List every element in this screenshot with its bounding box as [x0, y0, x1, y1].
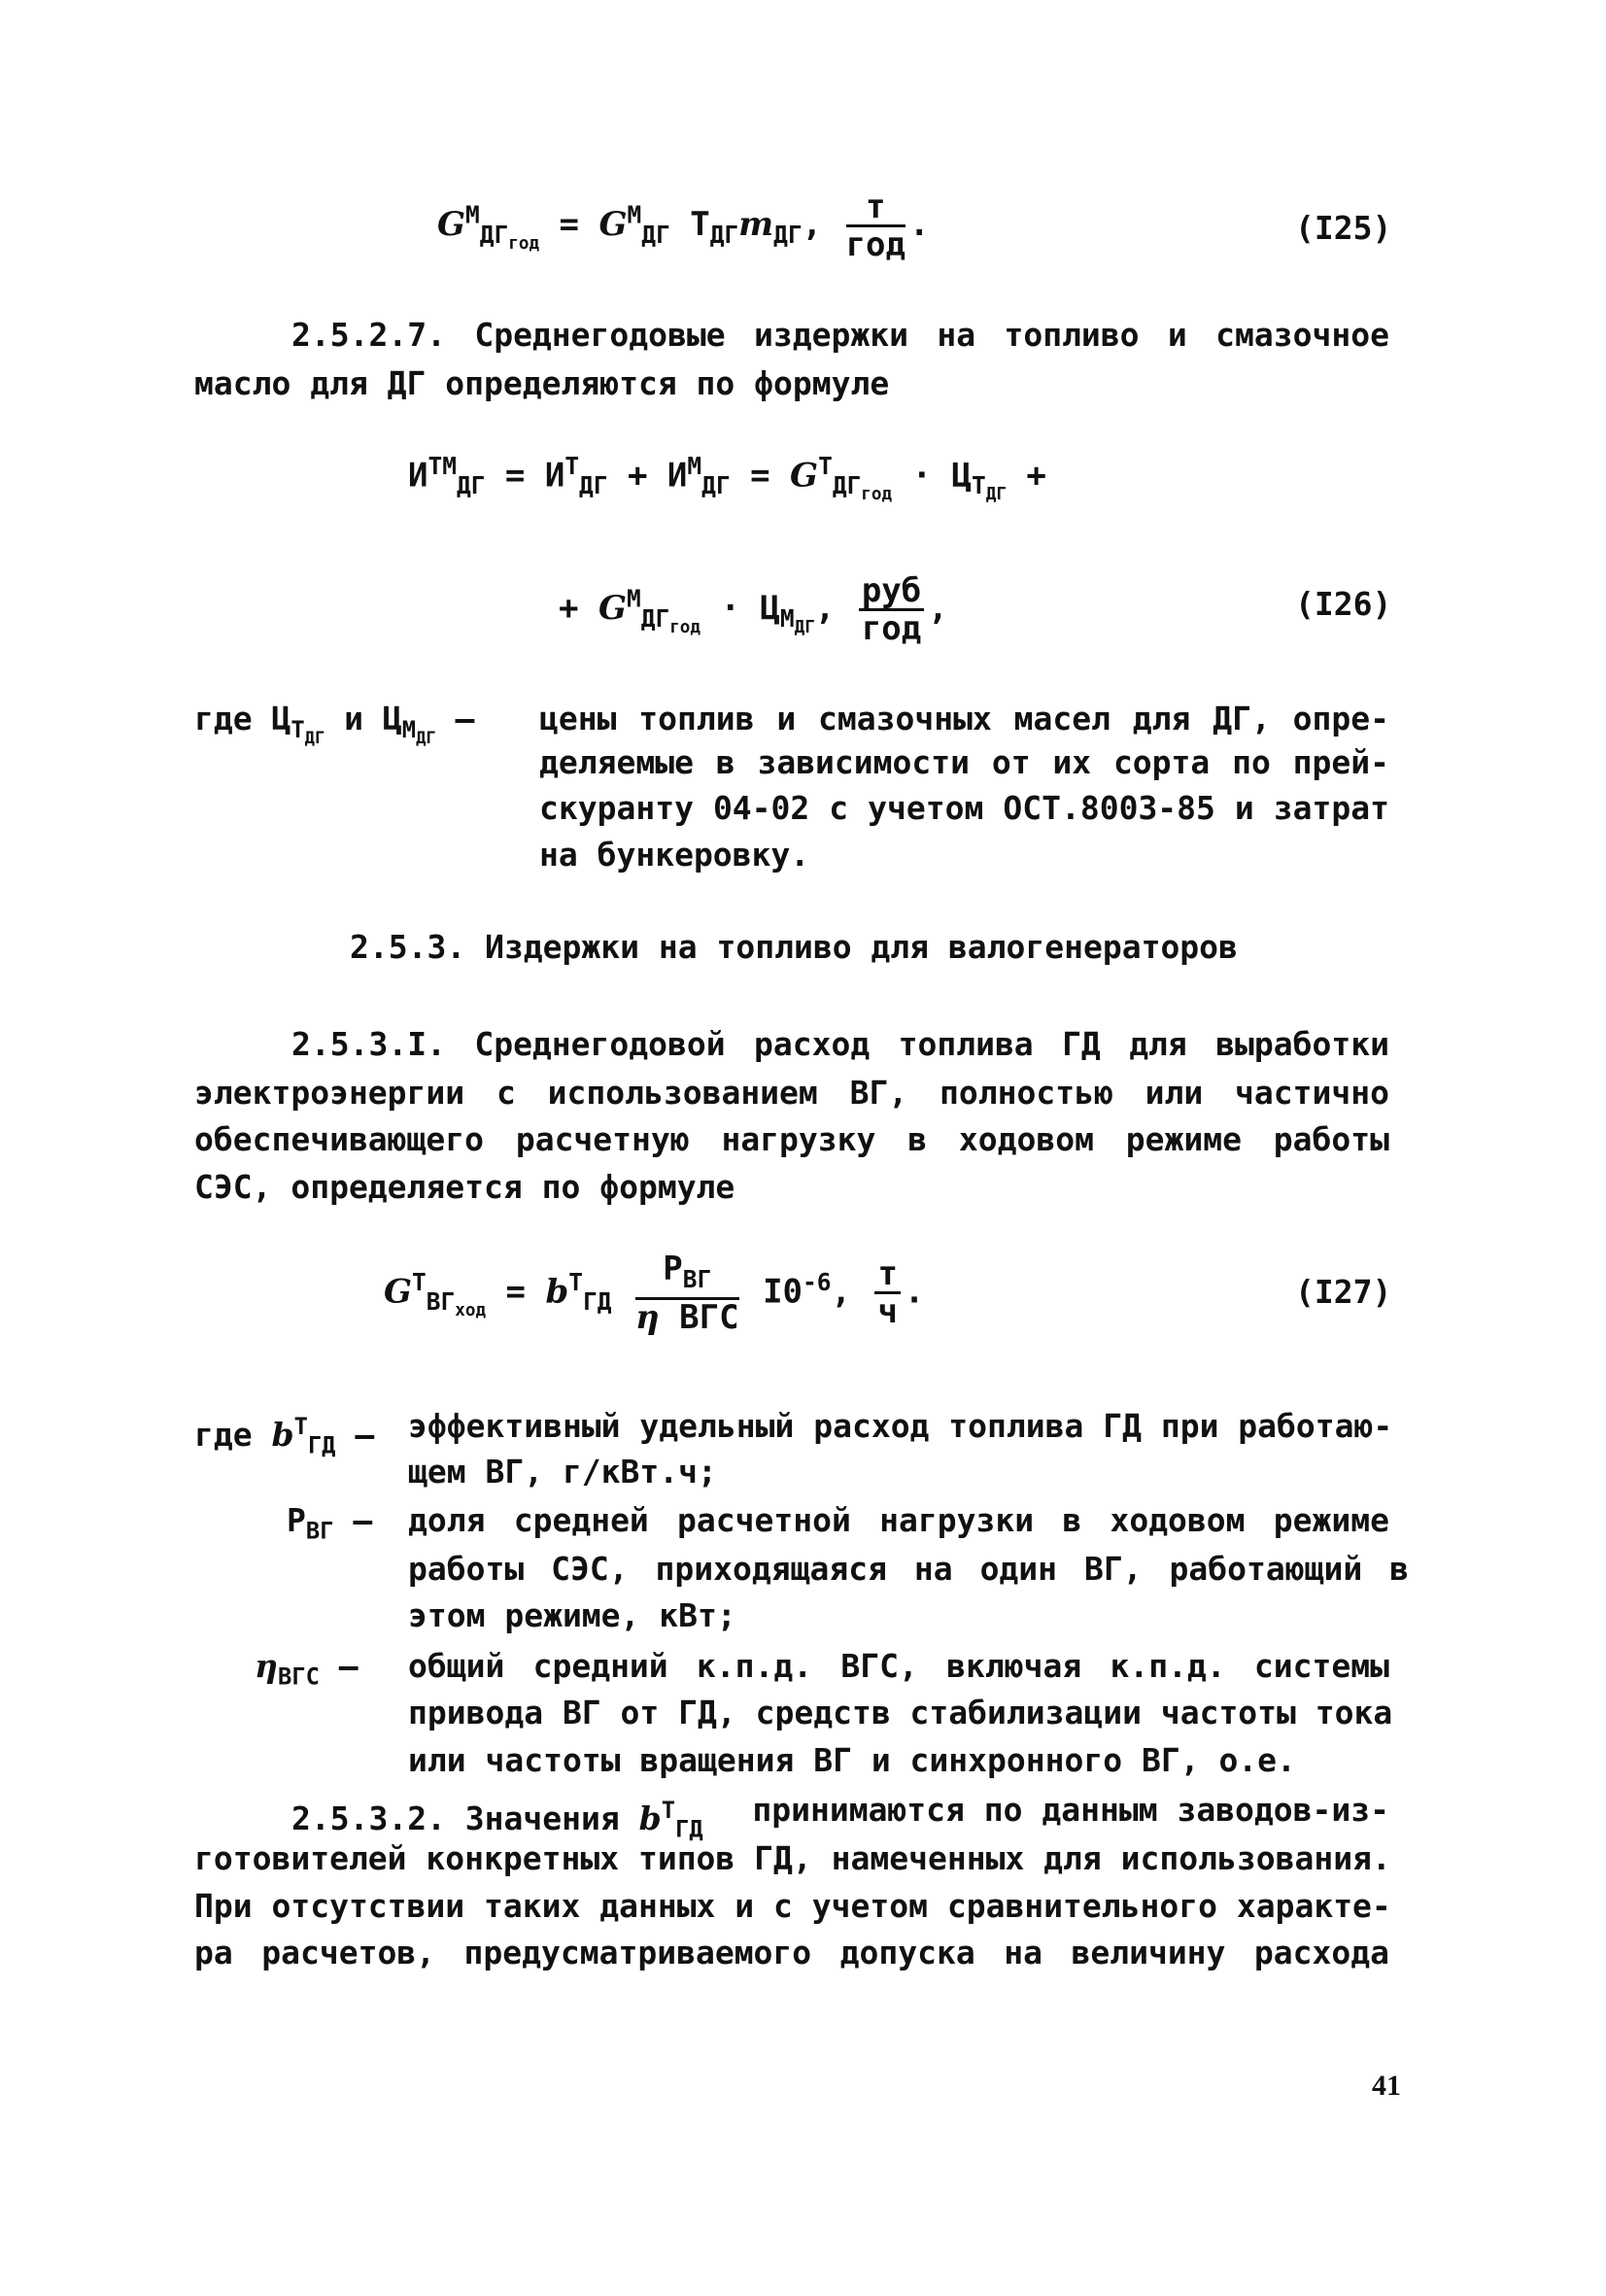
eq127-unit-numerator: т: [874, 1256, 900, 1294]
equation-126-line2: + $G^М_{ДГ_{год}} \cdot Ц_{М_{ДГ}}$, $\frac{\text{руб}}{\text{год}}$ ,: [559, 571, 948, 648]
eq127-exponent: -6: [803, 1268, 832, 1297]
definition-line: общий средний к.п.д. ВГС, включая к.п.д. системы: [408, 1647, 1389, 1685]
paragraph-line: При отсутствии таких данных и с учетом сравнительного характе-: [194, 1887, 1391, 1925]
paragraph-line: ра расчетов, предусматриваемого допуска на величину расхода: [194, 1934, 1389, 1971]
definition-line: работы СЭС, приходящаяся на один ВГ, работающий в: [408, 1550, 1409, 1588]
where-term-eta: $\eta_{ВГС}$ –: [255, 1647, 359, 1691]
eq127-factor: I0: [763, 1272, 803, 1312]
where-term-b: где $b^Т_{ГД}$ –: [194, 1413, 375, 1459]
where-label: где: [194, 1416, 253, 1454]
eq125-unit-denominator: год: [845, 225, 906, 264]
paragraph-line: готовителей конкретных типов ГД, намеченных для использования.: [194, 1839, 1391, 1877]
paragraph-start: 2.5.3.2. Значения: [291, 1799, 620, 1837]
paragraph-line: СЭС, определяется по формуле: [194, 1168, 735, 1206]
page-number: 41: [1372, 2070, 1401, 2102]
definition-line: доля средней расчетной нагрузки в ходовом режиме: [408, 1501, 1389, 1539]
paragraph-line: электроэнергии с использованием ВГ, полностью или частично: [194, 1074, 1389, 1112]
where-term-126: где $Ц_{Т_{ДГ}}$ и $Ц_{М_{ДГ}}$ –: [194, 700, 475, 748]
section-heading: 2.5.3. Издержки на топливо для валогенераторов: [350, 928, 1238, 966]
paragraph-line: 2.5.3.I. Среднегодовой расход топлива ГД для выработки: [291, 1025, 1389, 1063]
equation-number: (I26): [1295, 585, 1392, 623]
equation-number: (I25): [1295, 209, 1392, 247]
definition-line: на бункеровку.: [539, 836, 810, 874]
definition-line: цены топлив и смазочных масел для ДГ, опре-: [539, 700, 1389, 737]
eq126-unit-numerator: руб: [859, 573, 924, 611]
paragraph-line: обеспечивающего расчетную нагрузку в ходовом режиме работы: [194, 1120, 1389, 1158]
definition-line: или частоты вращения ВГ и синхронного ВГ, о.е.: [408, 1741, 1296, 1779]
equation-number: (I27): [1295, 1273, 1392, 1311]
eq125-unit-numerator: т: [846, 189, 906, 227]
paragraph-line: 2.5.2.7. Среднегодовые издержки на топливо и смазочное: [291, 316, 1389, 354]
definition-line: скуранту 04-02 с учетом ОСТ.8003-85 и затрат: [539, 789, 1389, 827]
equation-127: $G^Т_{ВГ_{ход}} = b^Т_{ГД}$ $\frac{P_{ВГ}}{\text{η ВГС}}$ $I0^{-6}$, $\frac{т}{ч}$ .: [384, 1250, 925, 1337]
where-label: где: [194, 700, 253, 737]
eq127-unit-denominator: ч: [877, 1292, 898, 1332]
equation-126-line1: $И^{ТМ}_{ДГ} = И^Т_{ДГ} + И^М_{ДГ} = G^Т_{ДГ_{год}} \cdot Ц_{Т_{ДГ}}$ +: [408, 452, 1046, 505]
definition-line: этом режиме, кВт;: [408, 1596, 736, 1634]
definition-line: эффективный удельный расход топлива ГД при работаю-: [408, 1407, 1393, 1445]
paragraph-line: 2.5.3.2. Значения $b^Т_{ГД}$ принимаются по данным заводов-из-: [291, 1791, 1389, 1849]
paragraph-line: масло для ДГ определяются по формуле: [194, 364, 890, 402]
definition-line: привода ВГ от ГД, средств стабилизации частоты тока: [408, 1694, 1393, 1731]
definition-line: щем ВГ, г/кВт.ч;: [408, 1453, 717, 1491]
where-term-p: $P_{ВГ}$ –: [287, 1501, 373, 1545]
equation-125: $G^М_{ДГ_{год}} = G^М_{ДГ}$ $T_{ДГ}m_{ДГ}$, $\frac{т}{\text{год}}$ .: [437, 188, 930, 264]
paragraph-rest: принимаются по данным заводов-из-: [752, 1791, 1389, 1829]
eq126-unit-denominator: год: [861, 609, 922, 648]
definition-line: деляемые в зависимости от их сорта по прей-: [539, 743, 1389, 781]
